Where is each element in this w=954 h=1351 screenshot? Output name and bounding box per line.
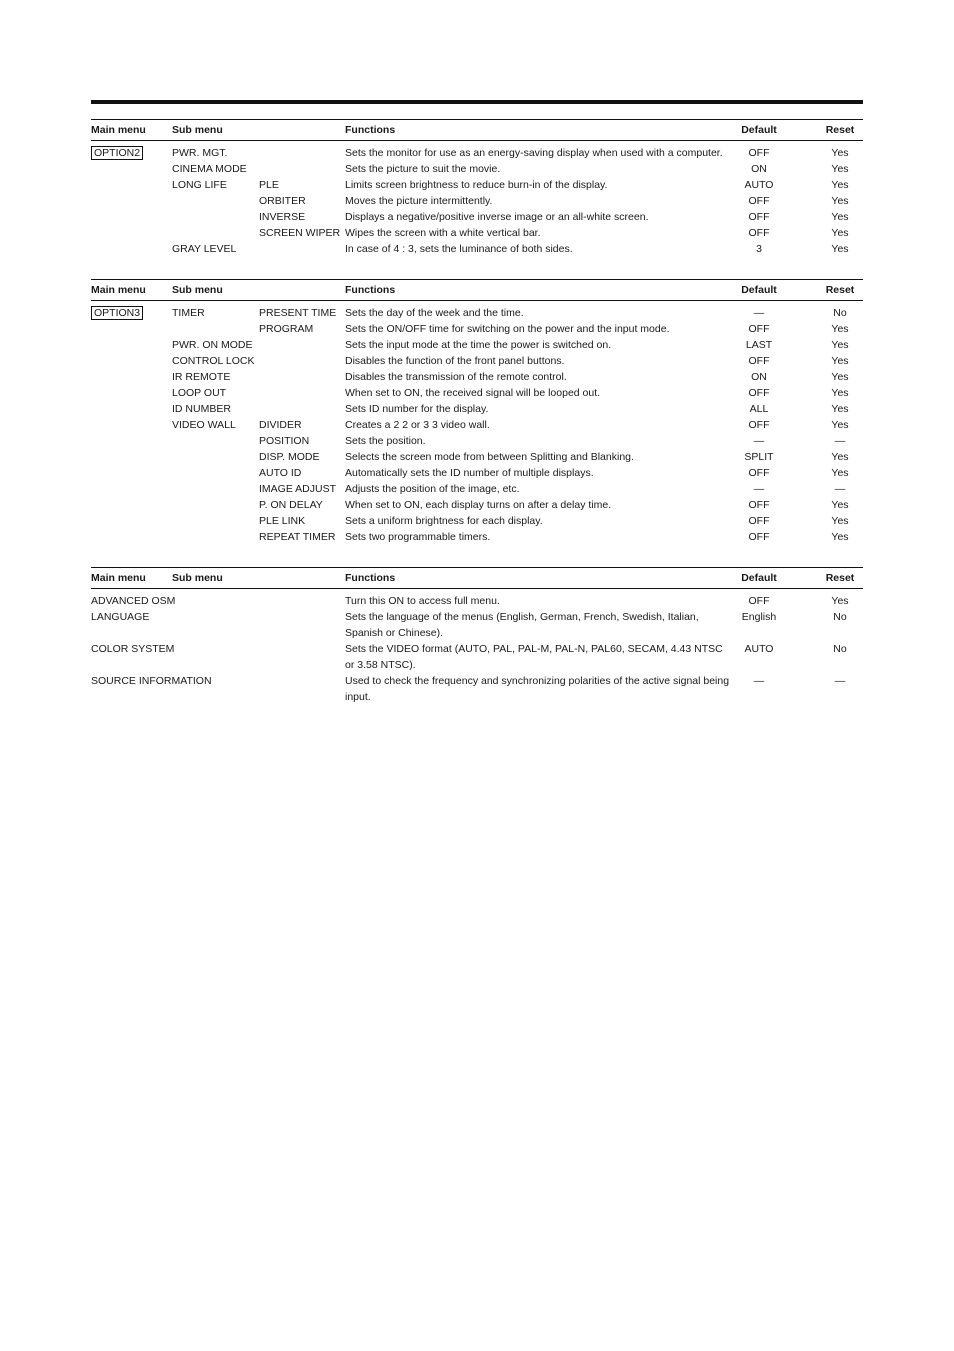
table-row	[91, 385, 863, 401]
reset-value: No	[833, 643, 847, 655]
table-row	[91, 353, 863, 369]
reset-value: Yes	[831, 403, 849, 415]
default-value: OFF	[748, 467, 770, 479]
reset-value: Yes	[831, 451, 849, 463]
default-value: ALL	[749, 403, 769, 415]
table-row	[91, 433, 863, 449]
sub-sub-menu: DISP. MODE	[259, 451, 320, 463]
default-value: —	[753, 675, 765, 687]
function-text: Sets the position.	[345, 435, 426, 447]
function-text: Sets the day of the week and the time.	[345, 307, 524, 319]
main-menu: COLOR SYSTEM	[91, 643, 175, 655]
default-value: LAST	[745, 339, 773, 351]
header-default: Default	[741, 572, 777, 584]
reset-value: —	[834, 675, 846, 687]
sub-sub-menu: P. ON DELAY	[259, 499, 323, 511]
table-row	[91, 161, 863, 177]
default-value: OFF	[748, 323, 770, 335]
sub-sub-menu: PROGRAM	[259, 323, 314, 335]
sub-sub-menu: PRESENT TIME	[259, 307, 337, 319]
reset-value: Yes	[831, 531, 849, 543]
function-text: When set to ON, each display turns on after a delay time.	[345, 499, 612, 511]
function-text: Sets the picture to suit the movie.	[345, 163, 501, 175]
default-value: —	[753, 307, 765, 319]
table-row	[91, 481, 863, 497]
sub-menu: ID NUMBER	[172, 403, 231, 415]
default-value: —	[753, 435, 765, 447]
table-header	[91, 119, 863, 141]
default-value: OFF	[748, 595, 770, 607]
table-row	[91, 209, 863, 225]
function-text: Sets the input mode at the time the power is switched on.	[345, 339, 612, 351]
function-text: Sets the VIDEO format (AUTO, PAL, PAL-M, PAL-N, PAL60, SECAM, 4.43 NTSC or 3.58 NTSC).	[345, 643, 723, 671]
default-value: OFF	[748, 419, 770, 431]
function-text: Sets ID number for the display.	[345, 403, 489, 415]
table-row	[91, 145, 863, 161]
sub-sub-menu: INVERSE	[259, 211, 306, 223]
reset-value: —	[834, 483, 846, 495]
sub-menu: PWR. ON MODE	[172, 339, 253, 351]
table-body	[91, 589, 863, 705]
table-row	[91, 529, 863, 545]
default-value: OFF	[748, 387, 770, 399]
sub-sub-menu: REPEAT TIMER	[259, 531, 336, 543]
function-text: Adjusts the position of the image, etc.	[345, 483, 520, 495]
reset-value: Yes	[831, 419, 849, 431]
reset-value: Yes	[831, 211, 849, 223]
reset-value: Yes	[831, 243, 849, 255]
table-row	[91, 673, 863, 705]
table-row	[91, 369, 863, 385]
function-text: Disables the function of the front panel buttons.	[345, 355, 565, 367]
header-functions: Functions	[345, 572, 396, 584]
reset-value: Yes	[831, 163, 849, 175]
default-value: OFF	[748, 531, 770, 543]
sub-menu: VIDEO WALL	[172, 419, 236, 431]
table-row	[91, 401, 863, 417]
sub-menu: PWR. MGT.	[172, 147, 228, 159]
header-sub-menu: Sub menu	[172, 124, 223, 136]
sub-sub-menu: IMAGE ADJUST	[259, 483, 337, 495]
sub-menu: CINEMA MODE	[172, 163, 247, 175]
reset-value: Yes	[831, 515, 849, 527]
table-row	[91, 193, 863, 209]
function-text: Sets two programmable timers.	[345, 531, 491, 543]
header-sub-menu: Sub menu	[172, 284, 223, 296]
function-text: Turn this ON to access full menu.	[345, 595, 500, 607]
header-default: Default	[741, 124, 777, 136]
table-row	[91, 497, 863, 513]
table-row	[91, 337, 863, 353]
table-row	[91, 593, 863, 609]
default-value: OFF	[748, 195, 770, 207]
function-text: When set to ON, the received signal will be looped out.	[345, 387, 601, 399]
header-reset: Reset	[825, 572, 855, 584]
header-main-menu: Main menu	[91, 284, 146, 296]
header-functions: Functions	[345, 124, 396, 136]
main-menu-label: OPTION3	[91, 306, 143, 320]
table-row	[91, 417, 863, 433]
function-text: Sets the language of the menus (English, German, French, Swedish, Italian, Spanish or Chinese).	[345, 611, 699, 639]
reset-value: Yes	[831, 467, 849, 479]
main-menu-label: OPTION2	[91, 146, 143, 160]
table-header	[91, 279, 863, 301]
function-text: Automatically sets the ID number of multiple displays.	[345, 467, 594, 479]
table-row	[91, 449, 863, 465]
table-body	[91, 301, 863, 545]
sub-sub-menu: AUTO ID	[259, 467, 302, 479]
function-text: Sets the ON/OFF time for switching on the power and the input mode.	[345, 323, 670, 335]
reset-value: Yes	[831, 355, 849, 367]
default-value: OFF	[748, 211, 770, 223]
default-value: ON	[751, 163, 767, 175]
sub-menu: IR REMOTE	[172, 371, 231, 383]
function-text: Sets the monitor for use as an energy-saving display when used with a computer.	[345, 147, 723, 159]
reset-value: Yes	[831, 179, 849, 191]
function-text: Disables the transmission of the remote control.	[345, 371, 567, 383]
top-rule	[91, 100, 863, 104]
reset-value: Yes	[831, 387, 849, 399]
function-text: Moves the picture intermittently.	[345, 195, 493, 207]
function-text: Displays a negative/positive inverse image or an all-white screen.	[345, 211, 649, 223]
default-value: English	[741, 611, 777, 623]
default-value: AUTO	[744, 179, 774, 191]
default-value: AUTO	[744, 643, 774, 655]
default-value: SPLIT	[744, 451, 774, 463]
default-value: 3	[756, 243, 762, 255]
table-row	[91, 465, 863, 481]
reset-value: Yes	[831, 323, 849, 335]
sub-sub-menu: SCREEN WIPER	[259, 227, 341, 239]
reset-value: Yes	[831, 227, 849, 239]
table-header	[91, 567, 863, 589]
option2-table	[91, 119, 863, 257]
reset-value: Yes	[831, 339, 849, 351]
table-row	[91, 177, 863, 193]
header-functions: Functions	[345, 284, 396, 296]
reset-value: Yes	[831, 595, 849, 607]
sub-sub-menu: ORBITER	[259, 195, 306, 207]
sub-sub-menu: DIVIDER	[259, 419, 302, 431]
sub-menu: LOOP OUT	[172, 387, 227, 399]
sub-menu: LONG LIFE	[172, 179, 227, 191]
main-menu: LANGUAGE	[91, 611, 150, 623]
sub-menu: TIMER	[172, 307, 205, 319]
table-row	[91, 641, 863, 673]
table-row	[91, 513, 863, 529]
function-text: Used to check the frequency and synchronizing polarities of the active signal being input.	[345, 675, 730, 703]
header-default: Default	[741, 284, 777, 296]
sub-menu: GRAY LEVEL	[172, 243, 237, 255]
function-text: Creates a 2 2 or 3 3 video wall.	[345, 419, 490, 431]
sub-sub-menu: PLE LINK	[259, 515, 306, 527]
reset-value: No	[833, 307, 847, 319]
header-main-menu: Main menu	[91, 124, 146, 136]
default-value: OFF	[748, 355, 770, 367]
default-value: OFF	[748, 227, 770, 239]
header-reset: Reset	[825, 124, 855, 136]
default-value: OFF	[748, 515, 770, 527]
sub-sub-menu: PLE	[259, 179, 279, 191]
table-row	[91, 225, 863, 241]
default-value: ON	[751, 371, 767, 383]
default-value: OFF	[748, 147, 770, 159]
default-value: OFF	[748, 499, 770, 511]
sub-sub-menu: POSITION	[259, 435, 310, 447]
table-row	[91, 305, 863, 321]
reset-value: Yes	[831, 499, 849, 511]
function-text: In case of 4 : 3, sets the luminance of both sides.	[345, 243, 573, 255]
table-row	[91, 321, 863, 337]
header-sub-menu: Sub menu	[172, 572, 223, 584]
header-reset: Reset	[825, 284, 855, 296]
main-menu: ADVANCED OSM	[91, 595, 176, 607]
function-text: Limits screen brightness to reduce burn-in of the display.	[345, 179, 608, 191]
table-body	[91, 141, 863, 257]
advanced-table	[91, 567, 863, 705]
table-row	[91, 609, 863, 641]
reset-value: Yes	[831, 195, 849, 207]
reset-value: —	[834, 435, 846, 447]
reset-value: Yes	[831, 371, 849, 383]
sub-menu: CONTROL LOCK	[172, 355, 255, 367]
reset-value: Yes	[831, 147, 849, 159]
main-menu: SOURCE INFORMATION	[91, 675, 212, 687]
function-text: Selects the screen mode from between Splitting and Blanking.	[345, 451, 634, 463]
header-main-menu: Main menu	[91, 572, 146, 584]
reset-value: No	[833, 611, 847, 623]
function-text: Wipes the screen with a white vertical bar.	[345, 227, 541, 239]
function-text: Sets a uniform brightness for each display.	[345, 515, 543, 527]
default-value: —	[753, 483, 765, 495]
option3-table	[91, 279, 863, 545]
table-row	[91, 241, 863, 257]
